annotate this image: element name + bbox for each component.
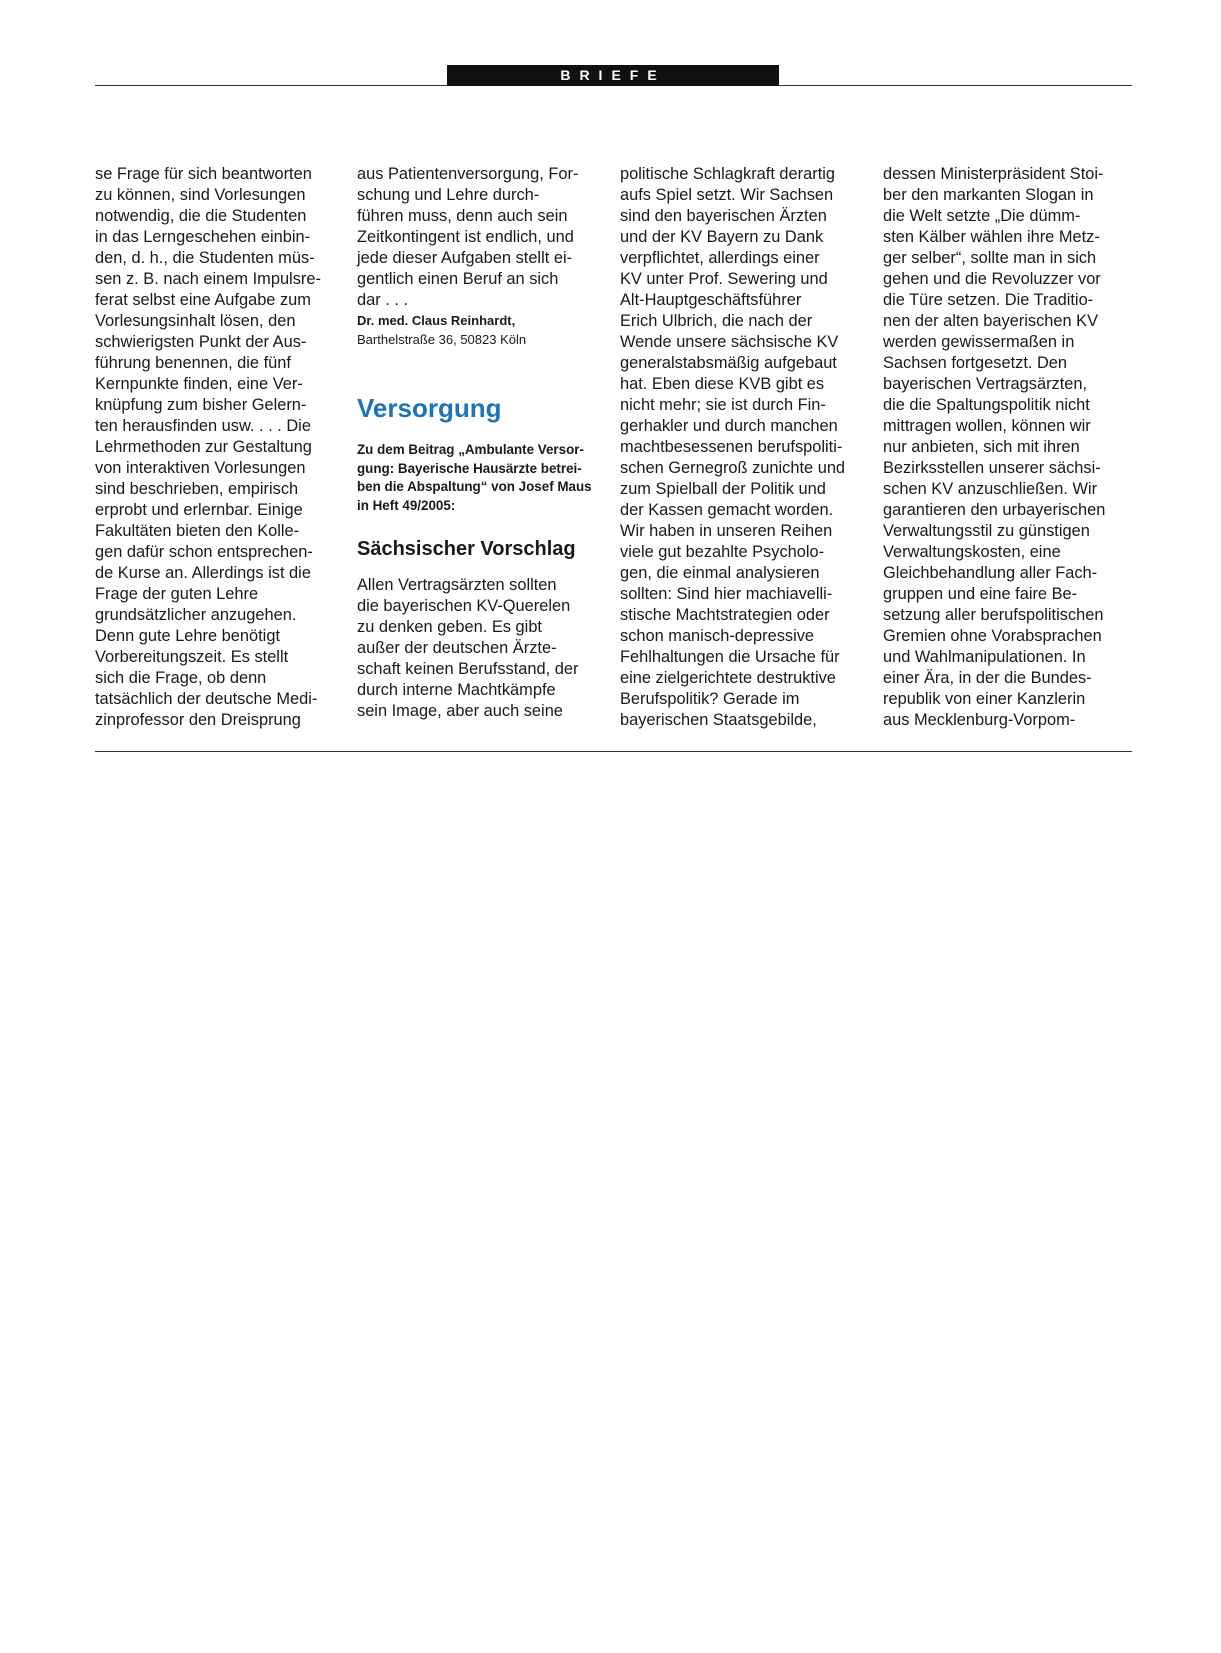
text-line: durch interne Machtkämpfe [357,681,556,699]
text-line: Wir haben in unseren Reihen [620,522,833,540]
text-line: gruppen und eine faire Be- [883,585,1078,603]
text-line: politische Schlagkraft derartig [620,165,836,183]
text-line: stische Machtstrategien oder [620,606,830,624]
text-line: ben die Abspaltung“ von Josef Maus [357,479,592,494]
text-line: Verwaltungsstil zu günstigen [883,522,1090,540]
text-line: gung: Bayerische Hausärzte betrei- [357,460,582,476]
text-line: aus Mecklenburg-Vorpom- [883,711,1076,729]
text-line: von interaktiven Vorlesungen [95,459,306,477]
text-line: ten herausfinden usw. . . . Die [95,417,311,435]
text-line: aus Patientenversorgung, For- [357,165,579,183]
text-line: grundsätzlicher anzugehen. [95,606,297,624]
text-line: gehen und die Revoluzzer vor [883,270,1101,288]
text-line: ber den markanten Slogan in [883,186,1094,204]
text-line: Verwaltungskosten, eine [883,543,1061,561]
text-line: Kernpunkte finden, eine Ver- [95,375,303,393]
text-line: Gremien ohne Vorabsprachen [883,627,1102,645]
text-line: hat. Eben diese KVB gibt es [620,375,825,393]
text-line: Sachsen fortgesetzt. Den [883,354,1068,372]
text-column-2 [357,164,609,722]
text-line: ger selber“, sollte man in sich [883,249,1097,267]
text-line: eine zielgerichtete destruktive [620,669,836,687]
text-line: verpflichtet, allerdings einer [620,249,820,267]
text-line: Lehrmethoden zur Gestaltung [95,438,312,456]
text-line: Bezirksstellen unserer sächsi- [883,459,1101,477]
text-line: Zu dem Beitrag „Ambulante Versor- [357,442,584,457]
text-line: zinprofessor den Dreisprung [95,711,301,729]
text-line: schung und Lehre durch- [357,186,540,204]
text-line: bayerischen Staatsgebilde, [620,711,817,729]
footer-rule [95,751,1132,752]
text-line: außer der deutschen Ärzte- [357,639,557,657]
text-line: sten Kälber wählen ihre Metz- [883,228,1100,246]
text-line: sen z. B. nach einem Impulsre- [95,270,321,288]
text-line: republik von einer Kanzlerin [883,690,1086,708]
text-line: de Kurse an. Allerdings ist die [95,564,311,582]
text-line: nicht mehr; sie ist durch Fin- [620,396,826,414]
text-line: bayerischen Vertragsärzten, [883,375,1088,393]
signature-name: Dr. med. Claus Reinhardt, [357,313,516,328]
text-line: jede dieser Aufgaben stellt ei- [357,249,573,267]
text-line: schen KV anzuschließen. Wir [883,480,1098,498]
text-line: sein Image, aber auch seine [357,702,563,720]
text-line: gen dafür schon entsprechen- [95,543,313,561]
letter-body-start [357,575,609,722]
text-line: tatsächlich der deutsche Medi- [95,690,318,708]
text-line: Alt-Hauptgeschäftsführer [620,291,802,309]
text-line: den, d. h., die Studenten müs- [95,249,315,267]
text-line: Frage der guten Lehre [95,585,259,603]
text-line: führen muss, denn auch sein [357,207,568,225]
text-line: schon manisch-depressive [620,627,815,645]
text-line: zu denken geben. Es gibt [357,618,542,636]
text-line: gen, die einmal analysieren [620,564,820,582]
text-line: notwendig, die die Studenten [95,207,307,225]
text-column-1 [95,164,347,731]
text-column-4 [883,164,1135,731]
text-line: Wende unsere sächsische KV [620,333,839,351]
text-line: der Kassen gemacht worden. [620,501,834,519]
text-line: gerhakler und durch manchen [620,417,838,435]
text-line: führung benennen, die fünf [95,354,291,372]
text-line: Vorbereitungszeit. Es stellt [95,648,289,666]
letter-headline: Sächsischer Vorschlag [357,538,576,560]
text-line: Gleichbehandlung aller Fach- [883,564,1098,582]
text-line: aufs Spiel setzt. Wir Sachsen [620,186,834,204]
text-line: Fehlhaltungen die Ursache für [620,648,840,666]
text-line: in das Lerngeschehen einbin- [95,228,311,246]
text-line: einer Ära, in der die Bundes- [883,669,1092,687]
text-line: setzung aller berufspolitischen [883,606,1104,624]
text-line: sich die Frage, ob denn [95,669,267,687]
text-line: Berufspolitik? Gerade im [620,690,800,708]
text-line: nur anbieten, sich mit ihren [883,438,1080,456]
text-line: sollten: Sind hier machiavelli- [620,585,833,603]
text-line: Zeitkontingent ist endlich, und [357,228,574,246]
text-line: schaft keinen Berufsstand, der [357,660,579,678]
text-line: die die Spaltungspolitik nicht [883,396,1090,414]
text-line: knüpfung zum bisher Gelern- [95,396,307,414]
text-line: garantieren den urbayerischen [883,501,1106,519]
text-column-3 [620,164,872,731]
text-line: die Türe setzen. Die Traditio- [883,291,1094,309]
text-line: schwierigsten Punkt der Aus- [95,333,307,351]
text-line: zum Spielball der Politik und [620,480,826,498]
text-line: sind beschrieben, empirisch [95,480,299,498]
text-line: erprobt und erlernbar. Einige [95,501,303,519]
text-line: werden gewissermaßen in [883,333,1075,351]
text-line: Fakultäten bieten den Kolle- [95,522,300,540]
letter-ending [357,164,609,311]
text-line: mittragen wollen, können wir [883,417,1091,435]
section-title: Versorgung [357,393,502,423]
text-line: in Heft 49/2005: [357,497,456,513]
text-line: dessen Ministerpräsident Stoi- [883,165,1104,183]
text-line: KV unter Prof. Sewering und [620,270,828,288]
text-line: die bayerischen KV-Querelen [357,597,571,615]
text-line: und Wahlmanipulationen. In [883,648,1086,666]
text-line: machtbesessenen berufspoliti- [620,438,843,456]
letter-reference-intro [357,441,609,515]
text-line: ferat selbst eine Aufgabe zum [95,291,311,309]
text-line: die Welt setzte „Die dümm- [883,207,1081,225]
signature-address: Barthelstraße 36, 50823 Köln [357,332,527,347]
text-line: und der KV Bayern zu Dank [620,228,824,246]
text-line: gentlich einen Beruf an sich [357,270,559,288]
text-line: sind den bayerischen Ärzten [620,207,827,225]
text-line: Denn gute Lehre benötigt [95,627,280,645]
text-line: nen der alten bayerischen KV [883,312,1099,330]
text-line: generalstabsmäßig aufgebaut [620,354,837,372]
text-line: zu können, sind Vorlesungen [95,186,306,204]
text-line: se Frage für sich beantworten [95,165,312,183]
text-line: schen Gernegroß zunichte und [620,459,846,477]
section-header-tab: BRIEFE [447,65,779,86]
text-line: viele gut bezahlte Psycholo- [620,543,825,561]
text-line: dar . . . [357,291,409,309]
text-line: Erich Ulbrich, die nach der [620,312,813,330]
text-line: Allen Vertragsärzten sollten [357,576,557,594]
text-line: Vorlesungsinhalt lösen, den [95,312,296,330]
